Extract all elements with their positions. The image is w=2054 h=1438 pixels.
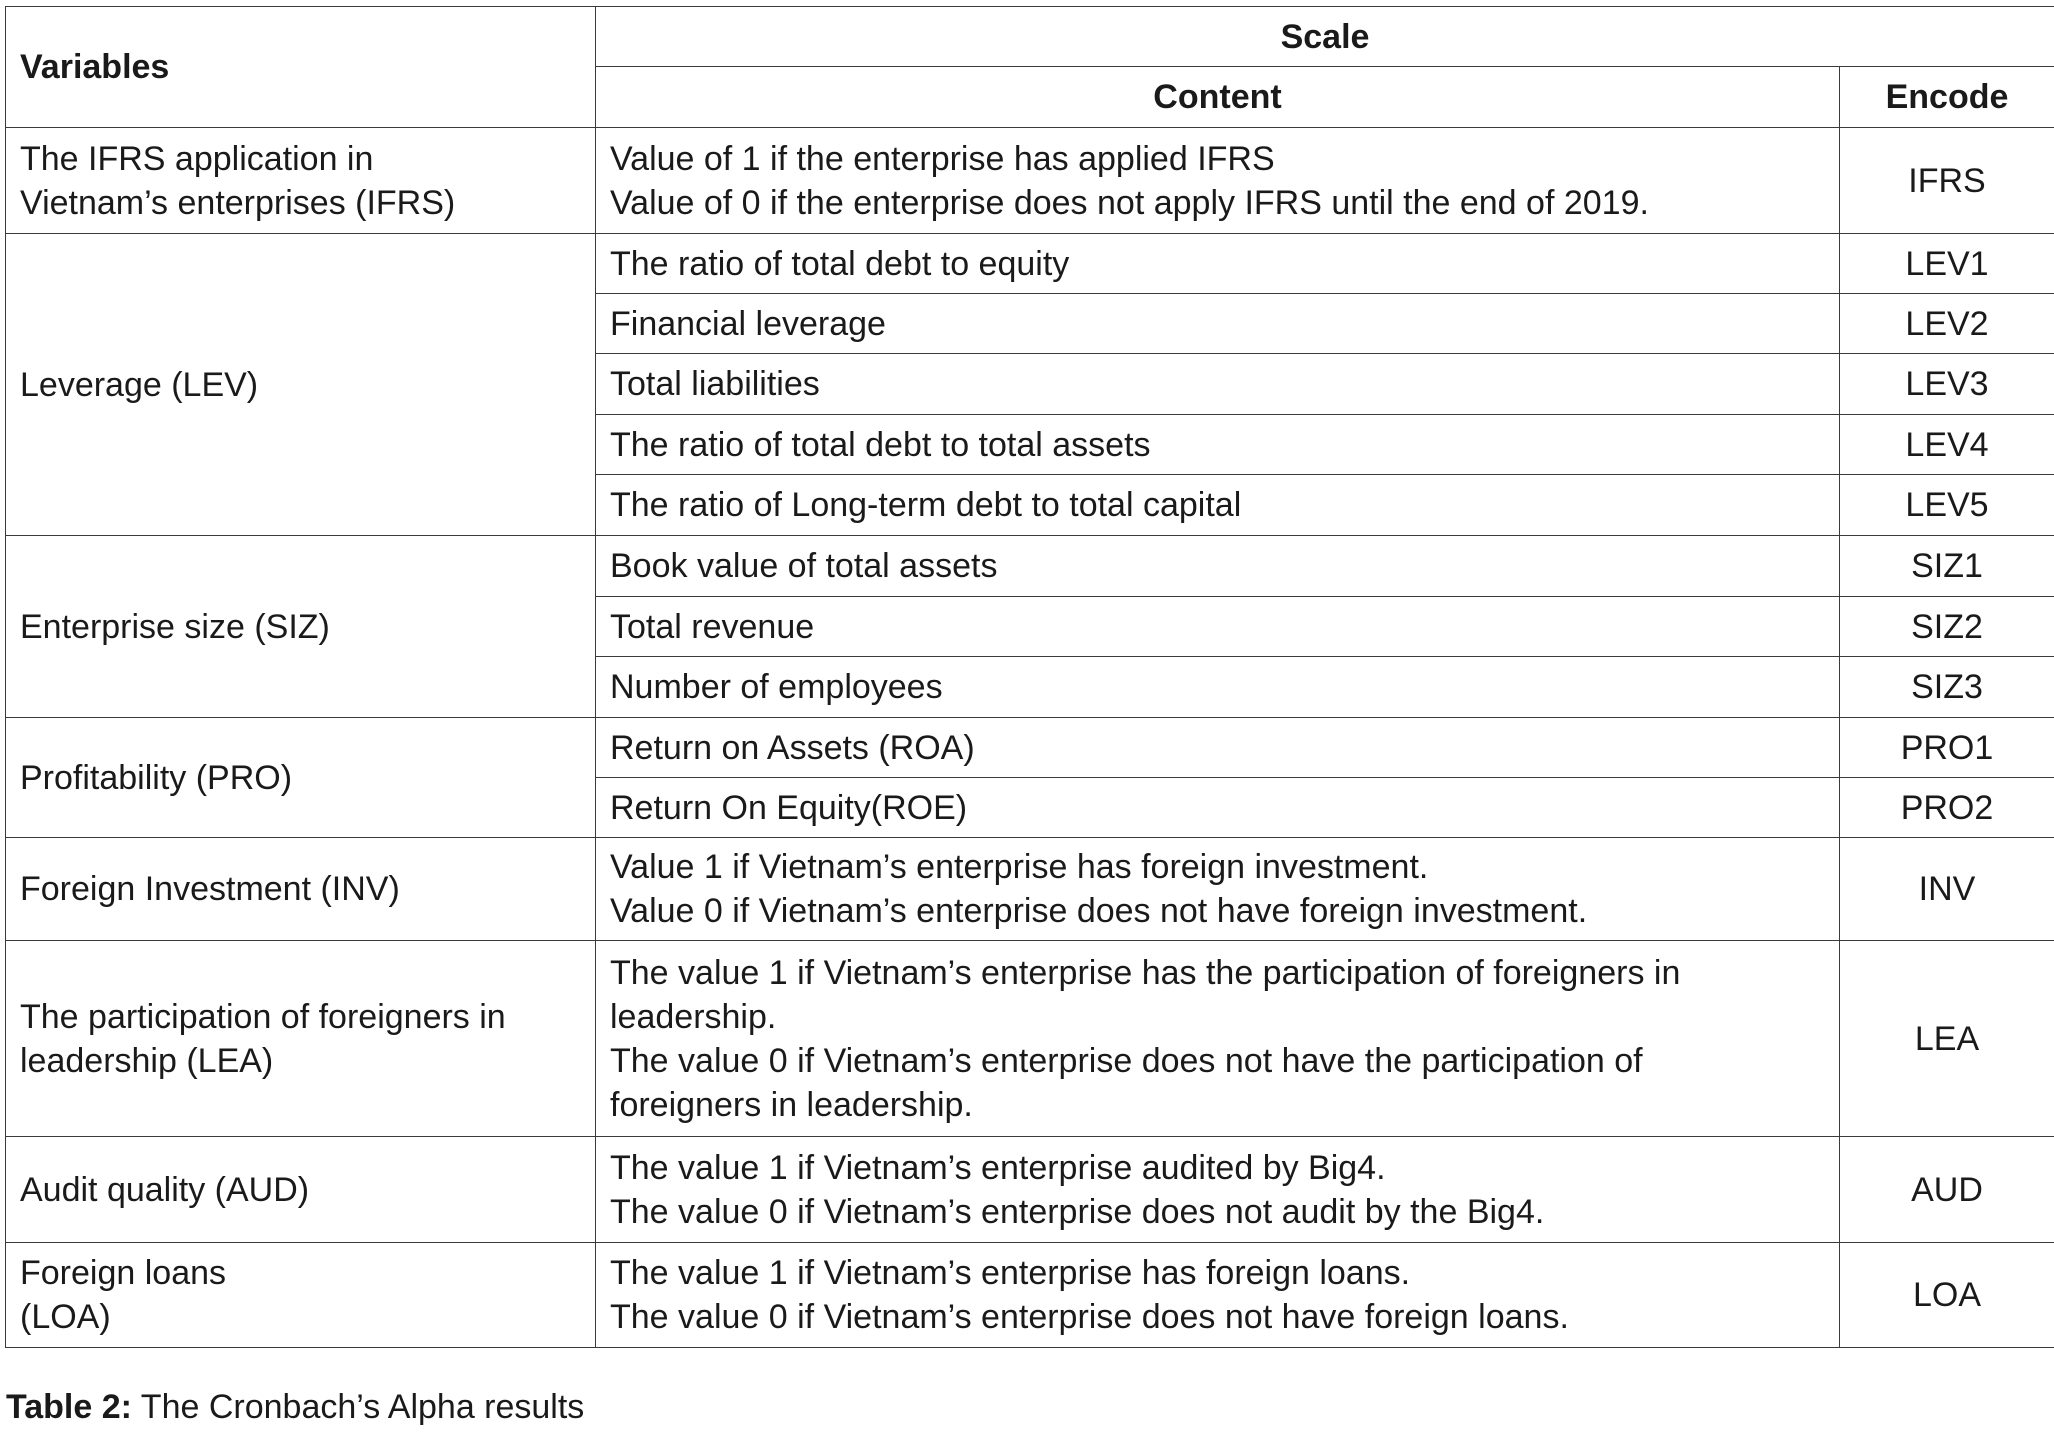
- table-row: [6, 1137, 2054, 1243]
- header-content: Content: [596, 67, 1840, 128]
- header-scale: Scale: [596, 7, 2054, 67]
- content-line: Return On Equity(ROE): [610, 788, 968, 827]
- content-cell: [596, 1243, 1840, 1348]
- variable-cell: [6, 1243, 596, 1348]
- content-line: The ratio of total debt to total assets: [610, 425, 1151, 464]
- content-cell: [596, 657, 1840, 718]
- variable-cell: [6, 718, 596, 838]
- table-row: [6, 941, 2054, 1137]
- content-line: Total liabilities: [610, 365, 820, 403]
- content-cell: [596, 475, 1840, 536]
- encode-cell: LEV1: [1840, 234, 2054, 294]
- caption-text: The Cronbach’s Alpha results: [131, 1388, 585, 1426]
- content-cell: [596, 415, 1840, 475]
- variable-label-line: The IFRS application in: [20, 139, 374, 178]
- content-cell: [596, 128, 1840, 234]
- content-cell: [596, 234, 1840, 294]
- content-cell: [596, 354, 1840, 415]
- header-row-top: [6, 7, 2054, 67]
- content-line: Financial leverage: [610, 304, 886, 343]
- header-encode: Encode: [1840, 67, 2054, 128]
- variable-cell: [6, 838, 596, 941]
- table-row: [6, 536, 2054, 597]
- table-row: [6, 128, 2054, 234]
- content-cell: [596, 838, 1840, 941]
- encode-cell: LEV2: [1840, 294, 2054, 354]
- variable-cell: [6, 536, 596, 718]
- content-cell: [596, 941, 1840, 1137]
- content-cell: [596, 718, 1840, 778]
- table-row: [6, 234, 2054, 294]
- content-line: The value 1 if Vietnam’s enterprise audited by Big4.: [610, 1148, 1386, 1187]
- variable-label-line: Audit quality (AUD): [20, 1170, 310, 1209]
- header-variables: Variables: [6, 7, 596, 128]
- encode-cell: PRO1: [1840, 718, 2054, 778]
- content-line: The value 0 if Vietnam’s enterprise does not have foreign loans.: [610, 1298, 1569, 1336]
- content-line: Value 0 if Vietnam’s enterprise does not have foreign investment.: [610, 892, 1588, 930]
- content-line: Total revenue: [610, 607, 815, 646]
- content-line: The value 0 if Vietnam’s enterprise does not audit by the Big4.: [610, 1192, 1545, 1231]
- table-caption: [6, 1385, 584, 1429]
- encode-cell: SIZ2: [1840, 597, 2054, 657]
- content-cell: [596, 597, 1840, 657]
- variable-label-line: Enterprise size (SIZ): [20, 607, 330, 646]
- table-row: [6, 838, 2054, 941]
- variable-cell: [6, 1137, 596, 1243]
- content-line: Value of 1 if the enterprise has applied IFRS: [610, 139, 1275, 178]
- content-line: foreigners in leadership.: [610, 1085, 973, 1124]
- encode-cell: SIZ1: [1840, 536, 2054, 597]
- encode-cell: SIZ3: [1840, 657, 2054, 718]
- content-cell: [596, 778, 1840, 838]
- encode-cell: AUD: [1840, 1137, 2054, 1243]
- encode-cell: IFRS: [1840, 128, 2054, 234]
- content-cell: [596, 536, 1840, 597]
- variable-cell: [6, 128, 596, 234]
- content-cell: [596, 294, 1840, 354]
- variable-label-line: leadership (LEA): [20, 1041, 274, 1080]
- content-line: The value 0 if Vietnam’s enterprise does not have the participation of: [610, 1041, 1643, 1080]
- variable-label-line: Foreign loans: [20, 1254, 227, 1292]
- variable-label-line: The participation of foreigners in: [20, 997, 506, 1036]
- variable-label-line: Profitability (PRO): [20, 758, 293, 797]
- variable-cell: [6, 941, 596, 1137]
- content-line: The value 1 if Vietnam’s enterprise has foreign loans.: [610, 1254, 1411, 1292]
- encode-cell: LEA: [1840, 941, 2054, 1137]
- encode-cell: LEV4: [1840, 415, 2054, 475]
- variable-label-line: Foreign Investment (INV): [20, 870, 400, 908]
- content-line: The ratio of Long-term debt to total capital: [610, 486, 1242, 524]
- encode-cell: LEV5: [1840, 475, 2054, 536]
- encode-cell: LOA: [1840, 1243, 2054, 1348]
- content-cell: [596, 1137, 1840, 1243]
- table-row: [6, 718, 2054, 778]
- content-line: The value 1 if Vietnam’s enterprise has the participation of foreigners in: [610, 953, 1681, 992]
- encode-cell: INV: [1840, 838, 2054, 941]
- content-line: Book value of total assets: [610, 547, 998, 585]
- content-line: The ratio of total debt to equity: [610, 244, 1070, 283]
- table-header: [6, 7, 2054, 128]
- variables-table: [5, 6, 2054, 1348]
- variable-label-line: (LOA): [20, 1298, 111, 1336]
- encode-cell: LEV3: [1840, 354, 2054, 415]
- content-line: leadership.: [610, 997, 777, 1036]
- table-row: [6, 1243, 2054, 1348]
- table-body: [6, 128, 2054, 1348]
- content-line: Value 1 if Vietnam’s enterprise has foreign investment.: [610, 848, 1429, 886]
- content-line: Return on Assets (ROA): [610, 728, 975, 767]
- caption-label: Table 2:: [6, 1388, 132, 1426]
- variable-cell: [6, 234, 596, 536]
- content-line: Number of employees: [610, 668, 943, 706]
- variable-label-line: Leverage (LEV): [20, 365, 259, 404]
- encode-cell: PRO2: [1840, 778, 2054, 838]
- content-line: Value of 0 if the enterprise does not apply IFRS until the end of 2019.: [610, 183, 1649, 222]
- variable-label-line: Vietnam’s enterprises (IFRS): [20, 183, 456, 222]
